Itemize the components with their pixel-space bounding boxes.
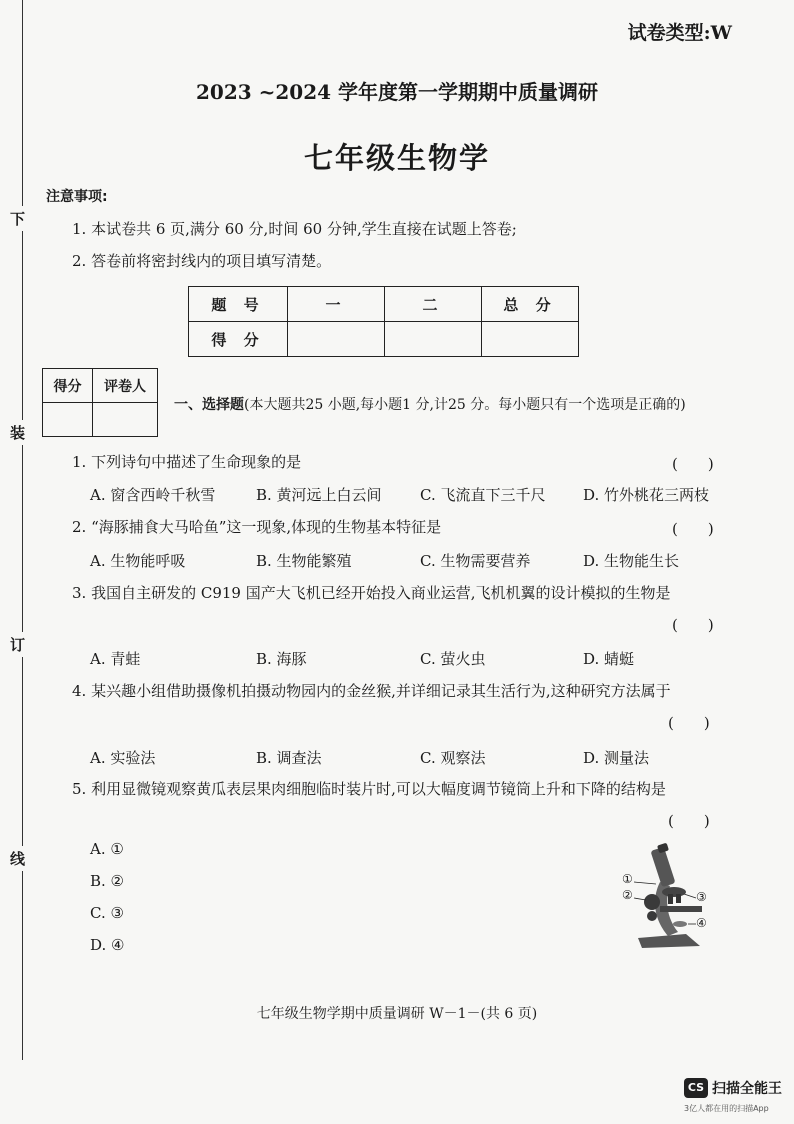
- subject-title: 七年级生物学: [303, 141, 490, 175]
- option[interactable]: A. ①: [90, 840, 124, 858]
- option[interactable]: D. 测量法: [583, 749, 650, 767]
- option[interactable]: D. 蜻蜓: [583, 650, 635, 668]
- microscope-label-1: ①: [622, 872, 633, 886]
- section-title: 一、选择题: [174, 397, 244, 413]
- answer-paren[interactable]: ( ): [668, 714, 710, 732]
- score-header-cell: 题 号: [189, 287, 288, 322]
- grader-box: [42, 368, 158, 437]
- option[interactable]: D. 竹外桃花三两枝: [583, 486, 710, 504]
- answer-paren[interactable]: ( ): [672, 455, 714, 473]
- score-header-cell: 二: [385, 287, 482, 322]
- section-description: (本大题共25 小题,每小题1 分,计25 分。每小题只有一个选项是正确的): [244, 397, 686, 413]
- scanner-logo-icon: CS: [684, 1078, 708, 1098]
- option[interactable]: B. 生物能繁殖: [256, 552, 352, 570]
- option[interactable]: B. ②: [90, 872, 125, 890]
- option[interactable]: A. 窗含西岭千秋雪: [90, 486, 216, 504]
- option[interactable]: C. ③: [90, 904, 124, 922]
- score-table-score-row: [189, 322, 579, 357]
- microscope-label-4: ④: [696, 916, 707, 930]
- grader-score-label: 得分: [43, 369, 93, 403]
- binding-char-xian: 线: [10, 846, 25, 871]
- microscope-label-2: ②: [622, 888, 633, 902]
- score-row-label: 得 分: [189, 322, 288, 357]
- scanner-tagline: 3亿人都在用的扫描App: [684, 1104, 769, 1113]
- option[interactable]: D. 生物能生长: [583, 552, 680, 570]
- option[interactable]: C. 飞流直下三千尺: [420, 486, 546, 504]
- binding-char-ding: 订: [10, 632, 25, 657]
- page-footer: 七年级生物学期中质量调研 W－1－(共 6 页): [256, 1006, 538, 1022]
- score-header-cell: 一: [288, 287, 385, 322]
- answer-paren[interactable]: ( ): [668, 812, 710, 830]
- option[interactable]: C. 生物需要营养: [420, 552, 531, 570]
- answer-paren[interactable]: ( ): [672, 520, 714, 538]
- option[interactable]: C. 萤火虫: [420, 650, 486, 668]
- notice-heading: 注意事项:: [46, 189, 108, 205]
- question-stem: 1. 下列诗句中描述了生命现象的是: [72, 453, 302, 471]
- answer-paren[interactable]: ( ): [672, 616, 714, 634]
- scanner-name: 扫描全能王: [712, 1081, 782, 1097]
- paper-type: 试卷类型:W: [627, 22, 732, 44]
- grader-name-cell[interactable]: [93, 403, 158, 437]
- notice-item: 1. 本试卷共 6 页,满分 60 分,时间 60 分钟,学生直接在试题上答卷;: [72, 220, 517, 238]
- option[interactable]: C. 观察法: [420, 749, 486, 767]
- score-cell[interactable]: [385, 322, 482, 357]
- option[interactable]: B. 调查法: [256, 749, 322, 767]
- question-stem: 2. “海豚捕食大马哈鱼”这一现象,体现的生物基本特征是: [72, 518, 442, 536]
- binding-char-zhuang: 装: [10, 420, 25, 445]
- question-stem: 5. 利用显微镜观察黄瓜表层果肉细胞临时装片时,可以大幅度调节镜筒上升和下降的结构是: [72, 780, 666, 798]
- question-stem: 4. 某兴趣小组借助摄像机拍摄动物园内的金丝猴,并详细记录其生活行为,这种研究方法属于: [72, 682, 671, 700]
- microscope-label-3: ③: [696, 890, 707, 904]
- binding-char-xia: 下: [10, 206, 25, 231]
- section-heading: [174, 394, 686, 414]
- exam-title: 2023 ~2024 学年度第一学期期中质量调研: [195, 80, 598, 104]
- microscope-figure: [616, 842, 726, 958]
- option[interactable]: A. 生物能呼吸: [90, 552, 186, 570]
- score-cell[interactable]: [482, 322, 579, 357]
- score-cell[interactable]: [288, 322, 385, 357]
- option[interactable]: A. 青蛙: [90, 650, 141, 668]
- grader-name-label: 评卷人: [93, 369, 158, 403]
- option[interactable]: B. 黄河远上白云间: [256, 486, 382, 504]
- score-table: [188, 286, 579, 357]
- score-table-header-row: [189, 287, 579, 322]
- option[interactable]: D. ④: [90, 936, 125, 954]
- score-header-cell: 总 分: [482, 287, 579, 322]
- notice-item: 2. 答卷前将密封线内的项目填写清楚。: [72, 252, 332, 270]
- option[interactable]: B. 海豚: [256, 650, 307, 668]
- grader-score-cell[interactable]: [43, 403, 93, 437]
- option[interactable]: A. 实验法: [90, 749, 156, 767]
- question-stem: 3. 我国自主研发的 C919 国产大飞机已经开始投入商业运营,飞机机翼的设计模拟的生物是: [72, 584, 671, 602]
